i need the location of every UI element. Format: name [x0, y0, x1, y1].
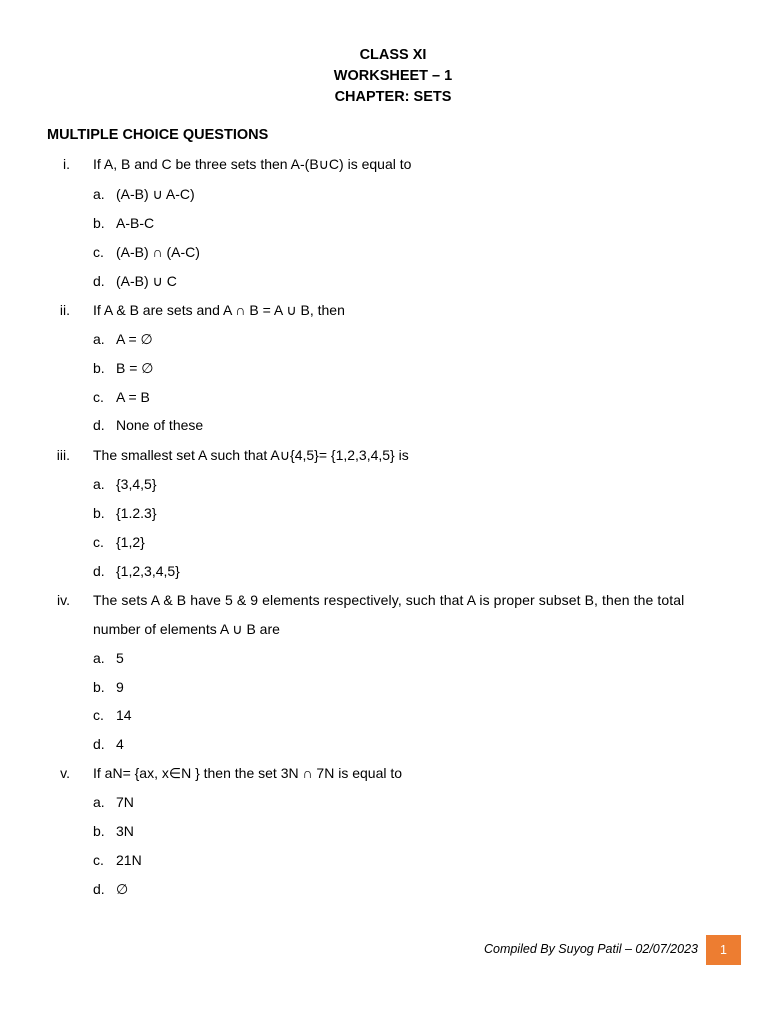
question-text-continued: number of elements A ∪ B are	[93, 621, 280, 637]
option-letter: b.	[93, 215, 105, 231]
option-letter: d.	[93, 273, 105, 289]
option-text: 21N	[116, 852, 142, 868]
question-text: If aN= {ax, x∈N } then the set 3N ∩ 7N is equal to	[93, 765, 403, 781]
option-letter: c.	[93, 707, 104, 723]
option-text: 9	[116, 679, 124, 695]
option-text: 5	[116, 650, 124, 666]
option-letter: c.	[93, 389, 104, 405]
option-letter: c.	[93, 852, 104, 868]
option-letter: b.	[93, 679, 105, 695]
option-text: A-B-C	[116, 215, 155, 231]
option-letter: b.	[93, 823, 105, 839]
question-number: iii.	[56, 447, 70, 463]
footer-credit: Compiled By Suyog Patil – 02/07/2023	[483, 942, 698, 956]
option-letter: a.	[93, 794, 105, 810]
option-text: (A-B) ∪ A-C)	[116, 186, 195, 202]
option-text: {1,2,3,4,5}	[116, 563, 180, 579]
page-number-badge: 1	[706, 935, 741, 965]
option-letter: a.	[93, 476, 105, 492]
option-letter: c.	[93, 244, 104, 260]
option-letter: d.	[93, 881, 105, 897]
option-letter: b.	[93, 360, 105, 376]
option-text: A = ∅	[116, 331, 153, 347]
option-letter: a.	[93, 186, 105, 202]
section-heading: MULTIPLE CHOICE QUESTIONS	[47, 127, 269, 143]
question-text: If A & B are sets and A ∩ B = A ∪ B, then	[93, 302, 345, 318]
option-letter: d.	[93, 417, 105, 433]
option-text: 14	[116, 707, 132, 723]
question-number: iv.	[57, 592, 70, 608]
chapter-title: CHAPTER: SETS	[334, 89, 452, 105]
option-text: A = B	[116, 389, 150, 405]
option-text: 3N	[116, 823, 134, 839]
option-text: {1,2}	[116, 534, 145, 550]
option-letter: d.	[93, 563, 105, 579]
option-text: B = ∅	[116, 360, 154, 376]
option-text: 7N	[116, 794, 134, 810]
option-letter: a.	[93, 650, 105, 666]
option-text: {3,4,5}	[116, 476, 157, 492]
question-number: v.	[60, 765, 70, 781]
option-text: ∅	[116, 881, 129, 897]
question-text: If A, B and C be three sets then A-(B∪C) is equal to	[93, 156, 412, 172]
worksheet-title: WORKSHEET – 1	[333, 68, 453, 84]
option-text: None of these	[116, 417, 204, 433]
question-number: i.	[63, 156, 70, 172]
class-title: CLASS XI	[359, 47, 427, 63]
option-text: 4	[116, 736, 124, 752]
option-letter: c.	[93, 534, 104, 550]
option-text: {1.2.3}	[116, 505, 157, 521]
option-letter: b.	[93, 505, 105, 521]
option-letter: d.	[93, 736, 105, 752]
question-number: ii.	[59, 302, 70, 318]
option-text: (A-B) ∪ C	[116, 273, 177, 289]
option-text: (A-B) ∩ (A-C)	[116, 244, 200, 260]
question-text: The smallest set A such that A∪{4,5}= {1,2,3,4,5} is	[93, 447, 409, 463]
question-text: The sets A & B have 5 & 9 elements respectively, such that A is proper subset B, then the total	[93, 592, 685, 608]
option-letter: a.	[93, 331, 105, 347]
